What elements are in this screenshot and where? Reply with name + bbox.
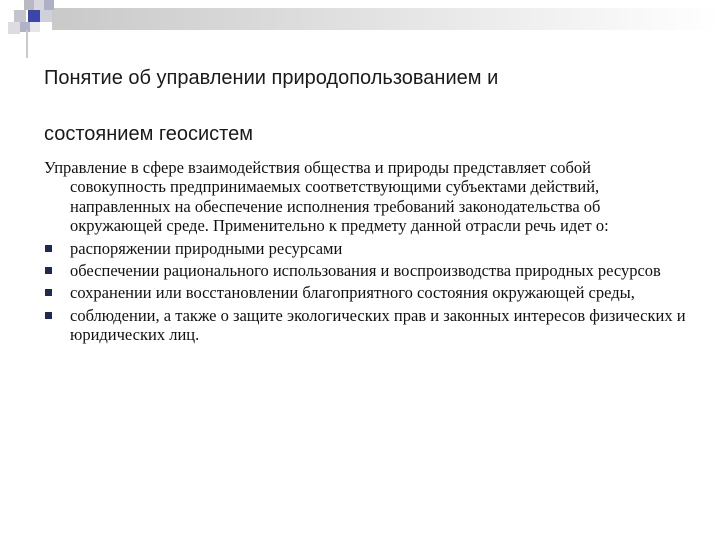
list-item — [44, 261, 689, 280]
list-item — [44, 306, 689, 345]
decor-square — [8, 22, 20, 34]
square-bullet-icon — [45, 312, 52, 319]
decor-square — [40, 10, 52, 22]
square-bullet-icon — [45, 245, 52, 252]
title-line-1: Понятие об управлении природопользованием и — [44, 67, 499, 89]
list-item-text: распоряжении природными ресурсами — [70, 238, 343, 258]
decor-square — [14, 10, 26, 22]
decor-square — [24, 0, 34, 10]
decor-square — [30, 22, 40, 32]
list-item-text: обеспечении рационального использования и воспроизводства природных ресурсов — [70, 261, 661, 281]
list-item — [44, 283, 689, 302]
decor-vertical-line — [26, 30, 28, 58]
decor-square — [20, 22, 30, 32]
slide-body — [44, 158, 689, 345]
decor-square — [44, 0, 54, 10]
bullet-list — [44, 239, 689, 345]
decor-square — [34, 0, 44, 10]
slide-title — [44, 50, 684, 162]
decor-square — [28, 10, 40, 22]
square-bullet-icon — [45, 267, 52, 274]
header-gradient-band — [52, 8, 720, 30]
list-item-text: сохранении или восстановлении благоприятного состояния окружающей среды, — [70, 283, 635, 303]
list-item — [44, 239, 689, 258]
list-item-text: соблюдении, а также о защите экологических прав и законных интересов физических и юридических лиц. — [70, 305, 686, 345]
square-bullet-icon — [45, 289, 52, 296]
title-line-2: состоянием геосистем — [44, 123, 253, 145]
intro-paragraph: Управление в сфере взаимодействия общества и природы представляет собой совокупность предпринимаемых соответствующими субъектами действий, направленных на обеспечение исполнения требований законодательства об окружающей среде. Применительно к предмету данной отрасли речь идет о: — [44, 158, 609, 236]
